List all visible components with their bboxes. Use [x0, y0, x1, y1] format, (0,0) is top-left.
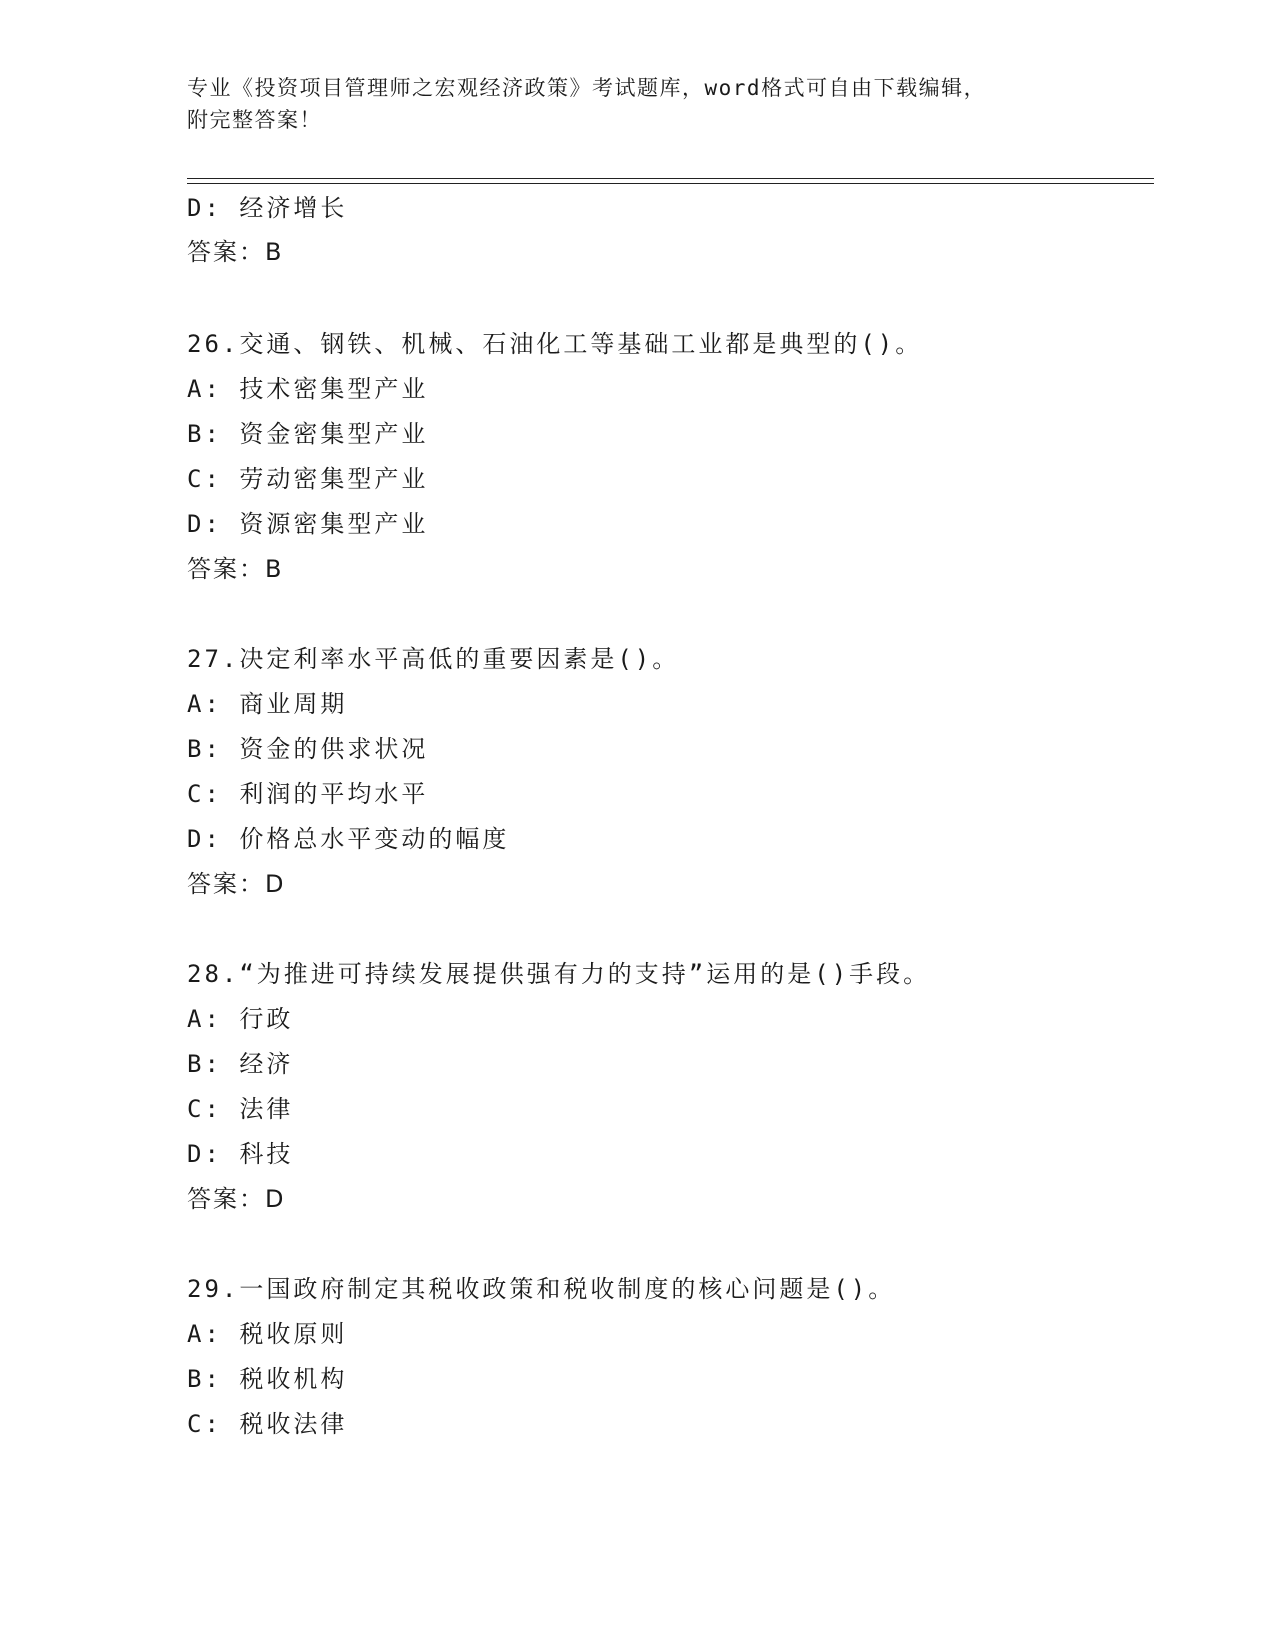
- question-26-stem: 26.交通、钢铁、机械、石油化工等基础工业都是典型的()。: [187, 330, 923, 358]
- question-27-option-b: B: 资金的供求状况: [187, 735, 429, 763]
- question-28-stem: 28.“为推进可持续发展提供强有力的支持”运用的是()手段。: [187, 960, 931, 988]
- question-26-option-c: C: 劳动密集型产业: [187, 465, 429, 493]
- question-28-option-c: C: 法律: [187, 1095, 294, 1123]
- prev-answer: 答案：B: [187, 238, 284, 266]
- header-divider-bottom: [187, 183, 1154, 184]
- prev-option-d: D: 经济增长: [187, 194, 348, 222]
- question-27-answer: 答案：D: [187, 870, 286, 898]
- question-28-option-b: B: 经济: [187, 1050, 294, 1078]
- question-26-answer: 答案：B: [187, 555, 284, 583]
- header-line-2: 附完整答案！: [187, 108, 322, 132]
- question-27-stem: 27.决定利率水平高低的重要因素是()。: [187, 645, 680, 673]
- question-27-option-a: A: 商业周期: [187, 690, 348, 718]
- question-28-option-d: D: 科技: [187, 1140, 294, 1168]
- question-26-option-b: B: 资金密集型产业: [187, 420, 429, 448]
- question-29-option-a: A: 税收原则: [187, 1320, 348, 1348]
- question-29-option-c: C: 税收法律: [187, 1410, 348, 1438]
- header-line-1: 专业《投资项目管理师之宏观经济政策》考试题库，word格式可自由下载编辑，: [187, 76, 987, 100]
- question-29-stem: 29.一国政府制定其税收政策和税收制度的核心问题是()。: [187, 1275, 896, 1303]
- question-28-option-a: A: 行政: [187, 1005, 294, 1033]
- question-26-option-d: D: 资源密集型产业: [187, 510, 429, 538]
- document-header: [187, 72, 1067, 136]
- question-27-option-c: C: 利润的平均水平: [187, 780, 429, 808]
- question-28-answer: 答案：D: [187, 1185, 286, 1213]
- question-26-option-a: A: 技术密集型产业: [187, 375, 429, 403]
- header-divider-top: [187, 178, 1154, 179]
- question-29-option-b: B: 税收机构: [187, 1365, 348, 1393]
- question-27-option-d: D: 价格总水平变动的幅度: [187, 825, 510, 853]
